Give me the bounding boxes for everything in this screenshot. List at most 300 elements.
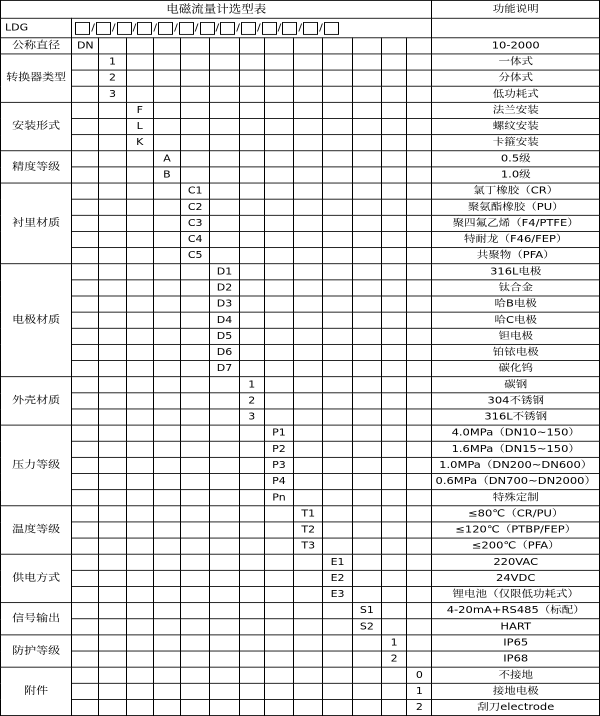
grid-cell [126, 70, 153, 86]
grid-cell [382, 425, 407, 441]
grid-cell [72, 554, 99, 570]
grid-cell [210, 554, 239, 570]
row-label-13: 附件 [1, 667, 72, 715]
grid-cell [210, 667, 239, 683]
grid-cell [153, 603, 180, 619]
grid-cell [382, 38, 407, 54]
grid-cell [239, 328, 264, 344]
grid-cell [407, 554, 432, 570]
grid-cell [294, 619, 323, 635]
grid-cell [210, 70, 239, 86]
row-label-3: 安装形式 [1, 102, 72, 150]
grid-cell [153, 683, 180, 699]
option-code[interactable]: 1 [382, 635, 407, 651]
grid-cell [181, 70, 210, 86]
grid-cell [153, 248, 180, 264]
grid-cell [239, 506, 264, 522]
grid-cell [181, 151, 210, 167]
grid-cell [294, 490, 323, 506]
grid-cell [153, 651, 180, 667]
option-code[interactable]: A [153, 151, 180, 167]
option-description: 304不锈钢 [432, 393, 600, 409]
grid-cell [153, 199, 180, 215]
grid-cell [72, 409, 99, 425]
grid-cell [181, 54, 210, 70]
row-label-11: 信号输出 [1, 603, 72, 635]
grid-cell [323, 344, 352, 360]
option-code[interactable]: Pn [264, 490, 293, 506]
option-code[interactable]: 2 [407, 699, 432, 715]
option-code[interactable]: D3 [210, 296, 239, 312]
grid-cell [153, 441, 180, 457]
grid-cell [323, 490, 352, 506]
grid-cell [352, 490, 381, 506]
grid-cell [382, 538, 407, 554]
option-code[interactable]: E2 [323, 570, 352, 586]
code-separator: / [215, 21, 220, 33]
grid-cell [72, 118, 99, 134]
option-code[interactable]: 2 [99, 70, 126, 86]
option-description: 0.6MPa（DN700~DN2000） [432, 474, 600, 490]
option-description: 4.0MPa（DN10~150） [432, 425, 600, 441]
grid-cell [264, 393, 293, 409]
grid-cell [210, 683, 239, 699]
option-description: 卡箍安装 [432, 135, 600, 151]
option-description: 10-2000 [432, 38, 600, 54]
option-code[interactable]: 1 [239, 377, 264, 393]
grid-cell [407, 506, 432, 522]
grid-cell [72, 619, 99, 635]
grid-cell [126, 296, 153, 312]
option-description: ≤200℃（PFA） [432, 538, 600, 554]
grid-cell [382, 377, 407, 393]
option-description: 哈C电极 [432, 312, 600, 328]
grid-cell [181, 377, 210, 393]
grid-cell [210, 135, 239, 151]
code-separator: / [194, 21, 199, 33]
grid-cell [264, 38, 293, 54]
grid-cell [264, 570, 293, 586]
grid-cell [181, 554, 210, 570]
grid-cell [352, 312, 381, 328]
grid-cell [72, 102, 99, 118]
grid-cell [126, 603, 153, 619]
grid-cell [407, 264, 432, 280]
grid-cell [382, 522, 407, 538]
grid-cell [99, 199, 126, 215]
grid-cell [210, 183, 239, 199]
grid-cell [72, 490, 99, 506]
grid-cell [181, 538, 210, 554]
grid-cell [153, 328, 180, 344]
grid-cell [323, 248, 352, 264]
grid-cell [264, 667, 293, 683]
grid-cell [239, 312, 264, 328]
option-code[interactable]: DN [72, 38, 99, 54]
option-code[interactable]: C3 [181, 215, 210, 231]
grid-cell [323, 619, 352, 635]
grid-cell [407, 635, 432, 651]
grid-cell [294, 635, 323, 651]
row-label-5: 衬里材质 [1, 183, 72, 264]
grid-cell [264, 151, 293, 167]
grid-cell [382, 231, 407, 247]
grid-cell [99, 457, 126, 473]
grid-cell [99, 118, 126, 134]
option-code[interactable]: F [126, 102, 153, 118]
option-code[interactable]: C4 [181, 231, 210, 247]
grid-cell [126, 328, 153, 344]
grid-cell [181, 264, 210, 280]
grid-cell [210, 199, 239, 215]
grid-cell [126, 699, 153, 715]
option-code[interactable]: D2 [210, 280, 239, 296]
option-code[interactable]: D4 [210, 312, 239, 328]
grid-cell [99, 554, 126, 570]
option-description: 铂铱电极 [432, 344, 600, 360]
model-code-box [117, 22, 132, 35]
grid-cell [294, 215, 323, 231]
grid-cell [294, 409, 323, 425]
grid-cell [407, 441, 432, 457]
grid-cell [407, 425, 432, 441]
grid-cell [239, 651, 264, 667]
grid-cell [264, 135, 293, 151]
grid-cell [294, 377, 323, 393]
grid-cell [323, 118, 352, 134]
code-separator: / [256, 21, 261, 33]
grid-cell [382, 457, 407, 473]
code-separator: / [91, 21, 95, 33]
grid-cell [153, 506, 180, 522]
grid-cell [210, 409, 239, 425]
grid-cell [264, 70, 293, 86]
option-description: IP65 [432, 635, 600, 651]
option-description: 螺纹安装 [432, 118, 600, 134]
grid-cell [264, 409, 293, 425]
grid-cell [323, 54, 352, 70]
grid-cell [126, 361, 153, 377]
option-code[interactable]: 3 [239, 409, 264, 425]
grid-cell [181, 38, 210, 54]
grid-cell [239, 183, 264, 199]
grid-cell [210, 522, 239, 538]
grid-cell [264, 603, 293, 619]
grid-cell [181, 490, 210, 506]
grid-cell [264, 699, 293, 715]
option-code[interactable]: E1 [323, 554, 352, 570]
option-description: 碳钢 [432, 377, 600, 393]
grid-cell [264, 183, 293, 199]
grid-cell [323, 231, 352, 247]
grid-cell [407, 409, 432, 425]
grid-cell [210, 86, 239, 102]
grid-cell [239, 280, 264, 296]
option-code[interactable]: 1 [99, 54, 126, 70]
grid-cell [382, 603, 407, 619]
grid-cell [239, 683, 264, 699]
grid-cell [126, 264, 153, 280]
grid-cell [72, 425, 99, 441]
grid-cell [294, 344, 323, 360]
option-description: 0.5级 [432, 151, 600, 167]
grid-cell [323, 474, 352, 490]
grid-cell [323, 151, 352, 167]
grid-cell [382, 70, 407, 86]
model-code-box [282, 22, 297, 35]
grid-cell [239, 441, 264, 457]
grid-cell [99, 328, 126, 344]
grid-cell [126, 344, 153, 360]
grid-cell [264, 264, 293, 280]
grid-cell [294, 554, 323, 570]
option-code[interactable]: S1 [352, 603, 381, 619]
grid-cell [294, 38, 323, 54]
grid-cell [294, 603, 323, 619]
grid-cell [264, 102, 293, 118]
grid-cell [153, 490, 180, 506]
grid-cell [294, 683, 323, 699]
option-code[interactable]: P3 [264, 457, 293, 473]
grid-cell [407, 457, 432, 473]
grid-cell [126, 425, 153, 441]
grid-cell [323, 522, 352, 538]
grid-cell [382, 344, 407, 360]
row-label-10: 供电方式 [1, 554, 72, 602]
grid-cell [153, 393, 180, 409]
grid-cell [210, 38, 239, 54]
option-code[interactable]: D1 [210, 264, 239, 280]
grid-cell [407, 151, 432, 167]
grid-cell [99, 264, 126, 280]
grid-cell [153, 38, 180, 54]
grid-cell [210, 248, 239, 264]
grid-cell [99, 538, 126, 554]
option-code[interactable]: T3 [294, 538, 323, 554]
grid-cell [352, 248, 381, 264]
grid-cell [99, 280, 126, 296]
option-description: 1.6MPa（DN15~150） [432, 441, 600, 457]
grid-cell [72, 183, 99, 199]
option-description: 220VAC [432, 554, 600, 570]
option-description: 特殊定制 [432, 490, 600, 506]
grid-cell [382, 699, 407, 715]
grid-cell [323, 135, 352, 151]
grid-cell [294, 312, 323, 328]
option-description: 1.0MPa（DN200~DN600） [432, 457, 600, 473]
option-description: 分体式 [432, 70, 600, 86]
option-code[interactable]: D7 [210, 361, 239, 377]
grid-cell [99, 409, 126, 425]
grid-cell [239, 538, 264, 554]
grid-cell [294, 457, 323, 473]
grid-cell [239, 151, 264, 167]
grid-cell [264, 506, 293, 522]
grid-cell [153, 183, 180, 199]
grid-cell [323, 312, 352, 328]
grid-cell [264, 522, 293, 538]
grid-cell [294, 86, 323, 102]
grid-cell [99, 167, 126, 183]
grid-cell [323, 506, 352, 522]
grid-cell [407, 102, 432, 118]
grid-cell [126, 377, 153, 393]
grid-cell [382, 151, 407, 167]
grid-cell [126, 215, 153, 231]
option-code[interactable]: T2 [294, 522, 323, 538]
option-code[interactable]: 0 [407, 667, 432, 683]
grid-cell [352, 231, 381, 247]
grid-cell [126, 506, 153, 522]
grid-cell [264, 328, 293, 344]
grid-cell [294, 183, 323, 199]
grid-cell [126, 248, 153, 264]
grid-cell [99, 231, 126, 247]
option-code[interactable]: 1 [407, 683, 432, 699]
grid-cell [181, 441, 210, 457]
grid-cell [264, 344, 293, 360]
grid-cell [210, 102, 239, 118]
option-code[interactable]: C2 [181, 199, 210, 215]
option-description: 法兰安装 [432, 102, 600, 118]
grid-cell [99, 586, 126, 602]
grid-cell [72, 683, 99, 699]
grid-cell [181, 603, 210, 619]
grid-cell [294, 667, 323, 683]
grid-cell [407, 167, 432, 183]
grid-cell [153, 344, 180, 360]
model-code-box [241, 22, 256, 35]
option-code[interactable]: C5 [181, 248, 210, 264]
option-code[interactable]: C1 [181, 183, 210, 199]
grid-cell [407, 248, 432, 264]
grid-cell [99, 603, 126, 619]
option-code[interactable]: 2 [239, 393, 264, 409]
grid-cell [264, 86, 293, 102]
grid-cell [153, 586, 180, 602]
grid-cell [382, 264, 407, 280]
grid-cell [126, 54, 153, 70]
grid-cell [294, 70, 323, 86]
grid-cell [181, 506, 210, 522]
option-code[interactable]: D6 [210, 344, 239, 360]
grid-cell [323, 667, 352, 683]
grid-cell [126, 667, 153, 683]
grid-cell [153, 361, 180, 377]
grid-cell [382, 118, 407, 134]
grid-cell [407, 183, 432, 199]
grid-cell [99, 361, 126, 377]
grid-cell [99, 570, 126, 586]
option-code[interactable]: S2 [352, 619, 381, 635]
grid-cell [99, 490, 126, 506]
option-code[interactable]: T1 [294, 506, 323, 522]
model-code-box [262, 22, 277, 35]
grid-cell [294, 441, 323, 457]
grid-cell [264, 248, 293, 264]
grid-cell [126, 38, 153, 54]
code-separator: / [153, 21, 158, 33]
option-code[interactable]: D5 [210, 328, 239, 344]
option-description: 碳化钨 [432, 361, 600, 377]
grid-cell [72, 264, 99, 280]
grid-cell [294, 280, 323, 296]
grid-cell [239, 699, 264, 715]
option-code[interactable]: K [126, 135, 153, 151]
grid-cell [239, 264, 264, 280]
grid-cell [382, 393, 407, 409]
option-code[interactable]: E3 [323, 586, 352, 602]
grid-cell [72, 506, 99, 522]
grid-cell [294, 651, 323, 667]
grid-cell [323, 86, 352, 102]
grid-cell [72, 296, 99, 312]
grid-cell [126, 474, 153, 490]
grid-cell [210, 377, 239, 393]
model-code-box [137, 22, 152, 35]
option-code[interactable]: L [126, 118, 153, 134]
grid-cell [239, 457, 264, 473]
grid-cell [352, 328, 381, 344]
grid-cell [181, 280, 210, 296]
grid-cell [126, 651, 153, 667]
grid-cell [294, 586, 323, 602]
grid-cell [99, 441, 126, 457]
grid-cell [239, 86, 264, 102]
grid-cell [99, 667, 126, 683]
model-prefix: LDG [1, 18, 72, 38]
option-code[interactable]: 3 [99, 86, 126, 102]
grid-cell [72, 70, 99, 86]
grid-cell [323, 603, 352, 619]
option-description: 316L不锈钢 [432, 409, 600, 425]
row-label-8: 压力等级 [1, 425, 72, 506]
grid-cell [352, 570, 381, 586]
grid-cell [352, 393, 381, 409]
grid-cell [264, 54, 293, 70]
option-code[interactable]: P2 [264, 441, 293, 457]
grid-cell [294, 167, 323, 183]
model-code-box [179, 22, 194, 35]
grid-cell [382, 619, 407, 635]
grid-cell [294, 361, 323, 377]
grid-cell [239, 296, 264, 312]
option-description: 氯丁橡胶（CR） [432, 183, 600, 199]
grid-cell [352, 377, 381, 393]
grid-cell [264, 361, 293, 377]
grid-cell [382, 86, 407, 102]
grid-cell [407, 377, 432, 393]
option-code[interactable]: P1 [264, 425, 293, 441]
grid-cell [72, 635, 99, 651]
option-code[interactable]: 2 [382, 651, 407, 667]
grid-cell [264, 312, 293, 328]
grid-cell [72, 361, 99, 377]
grid-cell [210, 570, 239, 586]
grid-cell [382, 102, 407, 118]
grid-cell [99, 296, 126, 312]
option-description: 4-20mA+RS485（标配） [432, 603, 600, 619]
row-label-12: 防护等级 [1, 635, 72, 667]
grid-cell [294, 231, 323, 247]
grid-cell [126, 167, 153, 183]
option-code[interactable]: P4 [264, 474, 293, 490]
option-code[interactable]: B [153, 167, 180, 183]
grid-cell [264, 619, 293, 635]
grid-cell [323, 457, 352, 473]
grid-cell [126, 538, 153, 554]
grid-cell [407, 215, 432, 231]
